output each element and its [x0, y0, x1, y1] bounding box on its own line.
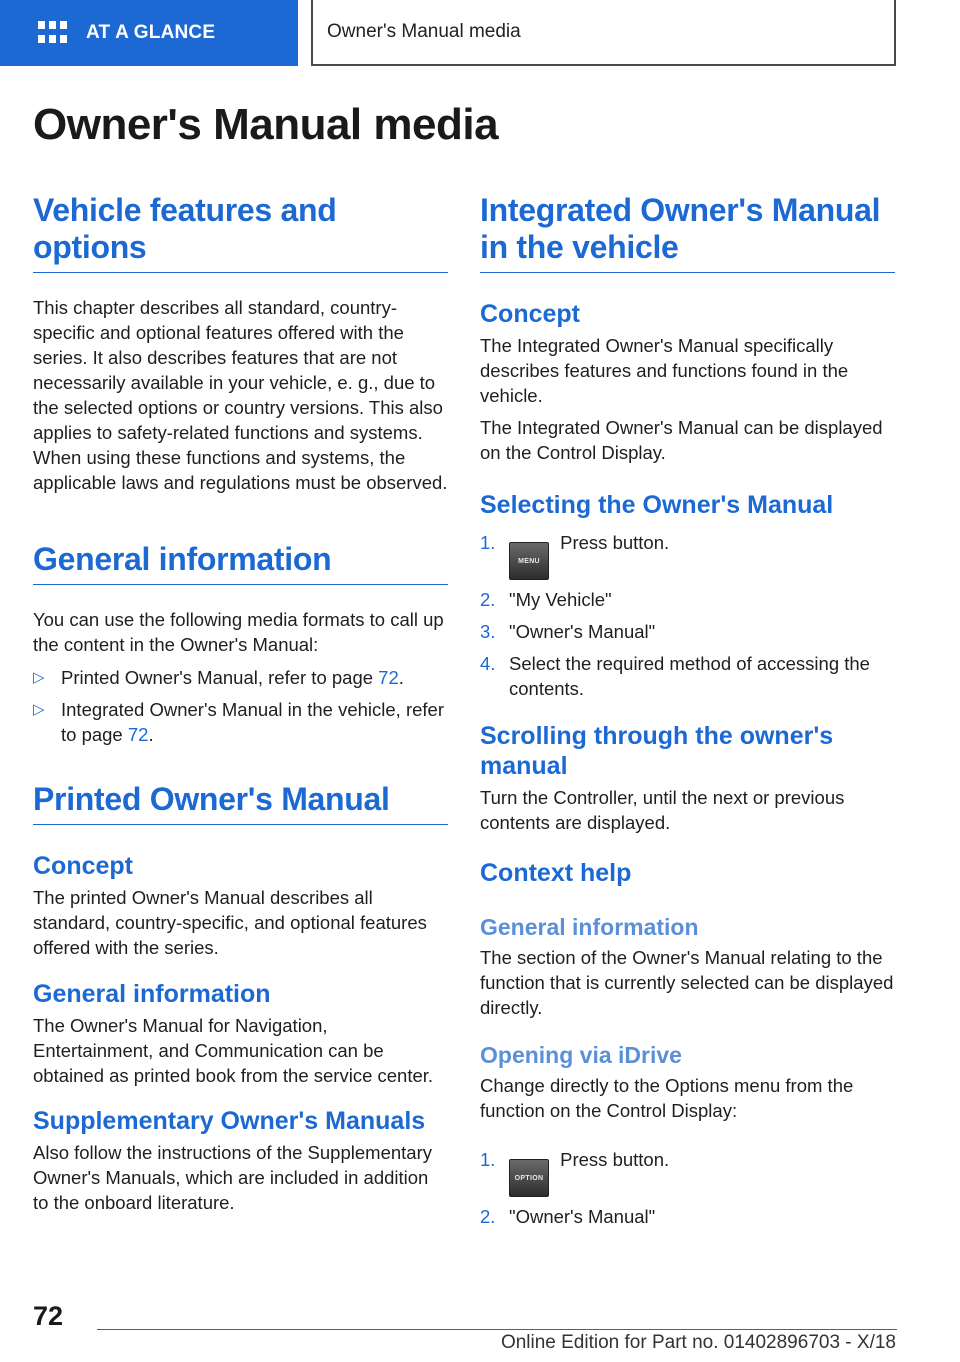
grid-menu-icon — [38, 21, 66, 45]
list-item: 1. MENU Press button. — [480, 530, 895, 580]
printed-concept-body: The printed Owner's Manual describes all standard, country-specific, and optional features offered with the series. — [33, 887, 427, 958]
general-information-body: You can use the following media formats to call up the content in the Owner's Manual: — [33, 609, 444, 655]
list-item: 1. OPTION Press button. — [480, 1147, 895, 1197]
integrated-concept-body-2: The Integrated Owner's Manual can be displayed on the Control Display. — [480, 417, 883, 463]
edition-text: Online Edition for Part no. 01402896703 - X/18 — [500, 1332, 896, 1353]
printed-concept-heading: Concept — [33, 852, 133, 880]
list-item: 2. "My Vehicle" — [480, 589, 612, 610]
left-column — [33, 192, 448, 1215]
context-general-heading: General information — [480, 914, 699, 940]
vehicle-features-body: This chapter describes all standard, country-specific and optional features offered with the series. It also describes features that are not necessarily available in your vehicle, e. g., due to the selected options or country versions. This also applies to safety-related functions and systems. When using these functions and systems, the applicable laws and regulations must be observed. — [33, 297, 448, 493]
integrated-concept-heading: Concept — [480, 300, 580, 328]
section-title: Owner's Manual media — [327, 21, 521, 42]
list-item: 4. Select the required method of accessing the contents. — [480, 653, 870, 699]
list-item: 2. "Owner's Manual" — [480, 1206, 656, 1227]
triangle-bullet-icon: ▷ — [33, 669, 45, 686]
selecting-steps — [480, 530, 895, 701]
idrive-heading: Opening via iDrive — [480, 1042, 682, 1068]
selecting-heading: Selecting the Owner's Manual — [480, 491, 834, 519]
footer-divider — [97, 1329, 897, 1330]
printed-general-heading: General information — [33, 980, 271, 1008]
page-link[interactable]: 72 — [378, 667, 399, 688]
idrive-steps — [480, 1147, 895, 1229]
media-format-list — [33, 665, 448, 747]
idrive-body: Change directly to the Options menu from the function on the Control Display: — [480, 1075, 854, 1121]
integrated-manual-heading: Integrated Owner's Manual in the vehicle — [480, 192, 895, 273]
printed-manual-heading: Printed Owner's Manual — [33, 781, 448, 825]
integrated-concept-body-1: The Integrated Owner's Manual specifically describes features and functions found in the vehicle. — [480, 335, 849, 406]
scrolling-body: Turn the Controller, until the next or previous contents are displayed. — [480, 787, 845, 833]
triangle-bullet-icon: ▷ — [33, 701, 45, 718]
list-item: ▷ Printed Owner's Manual, refer to page 72. — [33, 667, 404, 688]
section-title-box — [311, 0, 896, 66]
scrolling-heading: Scrolling through the owner's manual — [480, 722, 834, 780]
context-help-heading: Context help — [480, 859, 632, 887]
page-link[interactable]: 72 — [127, 724, 149, 745]
supplementary-heading: Supplementary Owner's Manuals — [33, 1107, 426, 1135]
supplementary-body: Also follow the instructions of the Supplementary Owner's Manuals, which are included in addition to the onboard literature. — [33, 1142, 432, 1213]
list-item: 3. "Owner's Manual" — [480, 621, 656, 642]
option-button-icon: OPTION — [509, 1159, 549, 1197]
page-number: 72 — [33, 1301, 64, 1331]
at-a-glance-tab[interactable] — [0, 0, 298, 66]
printed-general-body: The Owner's Manual for Navigation, Entertainment, and Communication can be obtained as printed book from the service center. — [33, 1015, 434, 1086]
page-title: Owner's Manual media — [33, 100, 499, 149]
tab-label: AT A GLANCE — [86, 22, 216, 43]
menu-button-icon: MENU — [509, 542, 549, 580]
general-information-heading: General information — [33, 541, 448, 585]
list-item: ▷ Integrated Owner's Manual in the vehicle, refer to page 72. — [33, 699, 444, 745]
vehicle-features-heading: Vehicle features and options — [33, 192, 448, 273]
context-general-body: The section of the Owner's Manual relating to the function that is currently selected can be displayed directly. — [480, 947, 894, 1018]
right-column — [480, 192, 895, 1229]
